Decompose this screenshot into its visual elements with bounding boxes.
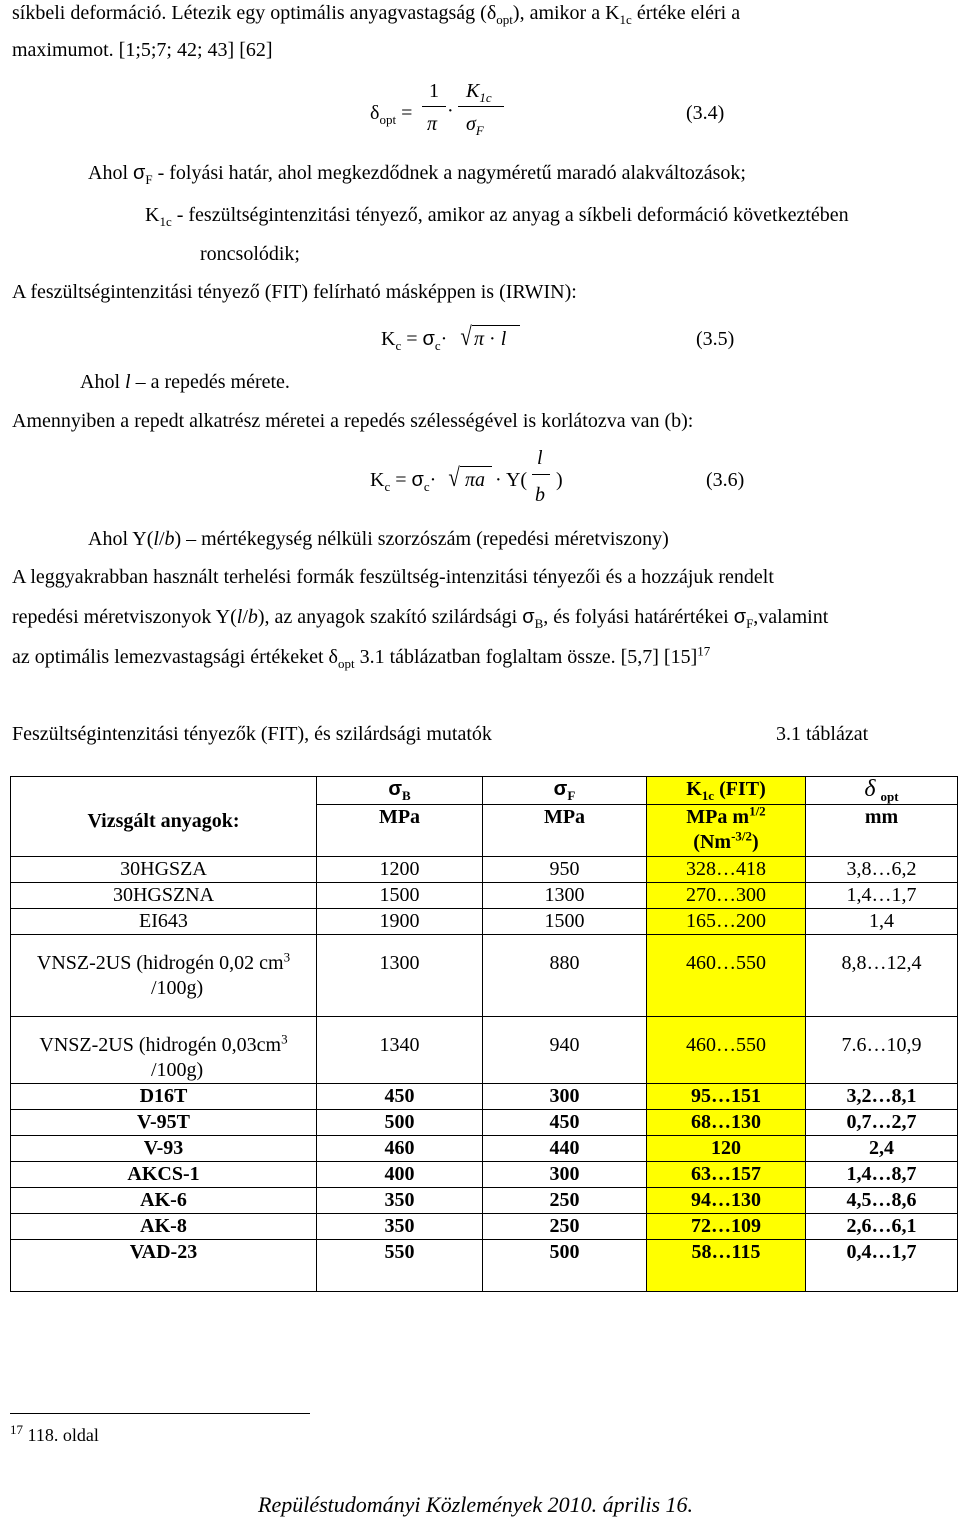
unit-sigma-f: MPa	[483, 805, 647, 857]
k1c-value: 120	[647, 1136, 806, 1162]
table-number: 3.1 táblázat	[776, 723, 869, 745]
y-factor-note: Ahol Y(l/b) – mértékegység nélküli szorzószám (repedési méretviszony)	[88, 528, 669, 550]
sigma-b-value: 1300	[317, 935, 483, 1017]
table-row	[11, 935, 958, 1017]
sigma-f-value: 440	[483, 1136, 647, 1162]
header-delta: δ $_{opt}$	[806, 777, 958, 805]
header-sigma-f: $\sigma_F$	[483, 777, 647, 805]
sigma-f-value: 250	[483, 1188, 647, 1214]
table-row	[11, 1188, 958, 1214]
material-name: VNSZ-2US (hidrogén $0,03cm^3$ /100g)	[11, 1017, 317, 1084]
material-name: AKCS-1	[11, 1162, 317, 1188]
material-name: V-93	[11, 1136, 317, 1162]
k1c-value: 460…550	[647, 935, 806, 1017]
sigma-b-value: 1500	[317, 883, 483, 909]
sigma-b-value: 400	[317, 1162, 483, 1188]
sigma-f-value: 300	[483, 1084, 647, 1110]
k1c-value: 68…130	[647, 1110, 806, 1136]
fit-strength-table	[10, 776, 958, 1292]
material-name: AK-8	[11, 1214, 317, 1240]
unit-sigma-b: MPa	[317, 805, 483, 857]
delta-value: 1,4…1,7	[806, 883, 958, 909]
table-row	[11, 1240, 958, 1292]
k1c-value: 95…151	[647, 1084, 806, 1110]
sigma-b-value: 500	[317, 1110, 483, 1136]
k1c-value: 58…115	[647, 1240, 806, 1292]
delta-value: 4,5…8,6	[806, 1188, 958, 1214]
running-footer: Repüléstudományi Közlemények 2010. április 16.	[258, 1492, 694, 1517]
sigma-f-value: 450	[483, 1110, 647, 1136]
width-constraint-intro: Amennyiben a repedt alkatrész méretei a repedés szélességével is korlátozva van (b):	[12, 410, 694, 432]
sigma-f-value: 250	[483, 1214, 647, 1240]
unit-delta: mm	[806, 805, 958, 857]
material-name: 30HGSZNA	[11, 883, 317, 909]
sigma-b-value: 550	[317, 1240, 483, 1292]
paragraph-line-3: az optimális lemezvastagsági értékeket $\delta_{opt}$ 3.1 táblázatban foglaltam össze. [5,7] $[15]^{17}$	[12, 643, 711, 671]
material-name: 30HGSZA	[11, 857, 317, 883]
table-header-row	[11, 777, 958, 805]
unit-k1c: MPa $m^{1/2}$ $(Nm^{-3/2})$	[647, 805, 806, 857]
sigma-f-value: 940	[483, 1017, 647, 1084]
footnote: $^{17}$ 118. oldal	[10, 1422, 99, 1445]
sigma-b-value: 350	[317, 1214, 483, 1240]
k1c-value: 165…200	[647, 909, 806, 935]
table-row	[11, 1084, 958, 1110]
delta-value: 7.6…10,9	[806, 1017, 958, 1084]
header-row-label: Vizsgált anyagok:	[11, 805, 317, 857]
material-name: D16T	[11, 1084, 317, 1110]
material-name: V-95T	[11, 1110, 317, 1136]
delta-value: 3,2…8,1	[806, 1084, 958, 1110]
footnote-divider	[10, 1413, 310, 1414]
header-k1c: $K_{1c}$ (FIT)	[647, 777, 806, 805]
table-row	[11, 883, 958, 909]
table-row	[11, 1162, 958, 1188]
fit-irwin-intro: A feszültségintenzitási tényező (FIT) felírható másképpen is (IRWIN):	[12, 281, 577, 303]
intro-line-2: maximumot. [1;5;7; 42; 43] [62]	[12, 39, 273, 61]
intro-line-1: síkbeli deformáció. Létezik egy optimális anyagvastagság $(\delta_{opt})$, amikor a $K_{1c}$ értéke eléri a	[12, 2, 741, 27]
table-row	[11, 909, 958, 935]
paragraph-line-1: A leggyakrabban használt terhelési formák feszültség-intenzitási tényezői és a hozzájuk rendelt	[12, 566, 774, 588]
paragraph-line-2: repedési méretviszonyok Y(l/b), az anyagok szakító szilárdsági $\sigma_B$, és folyási határértékei $\sigma_F,valamint$	[12, 606, 829, 631]
k1c-value: 328…418	[647, 857, 806, 883]
sigma-f-value: 300	[483, 1162, 647, 1188]
k1c-value: 72…109	[647, 1214, 806, 1240]
table-row	[11, 1110, 958, 1136]
delta-value: 1,4…8,7	[806, 1162, 958, 1188]
table-caption: Feszültségintenzitási tényezők (FIT), és szilárdsági mutatók	[12, 723, 492, 745]
k1c-value: 94…130	[647, 1188, 806, 1214]
k1c-value: 270…300	[647, 883, 806, 909]
material-name: VAD-23	[11, 1240, 317, 1292]
material-name: VNSZ-2US (hidrogén 0,02 $cm^3$ /100g)	[11, 935, 317, 1017]
material-name: AK-6	[11, 1188, 317, 1214]
delta-value: 2,4	[806, 1136, 958, 1162]
sigma-f-value: 880	[483, 935, 647, 1017]
delta-value: 2,6…6,1	[806, 1214, 958, 1240]
delta-value: 3,8…6,2	[806, 857, 958, 883]
k1c-value: 63…157	[647, 1162, 806, 1188]
sigma-f-value: 500	[483, 1240, 647, 1292]
sigma-b-value: 450	[317, 1084, 483, 1110]
delta-value: 8,8…12,4	[806, 935, 958, 1017]
table-row	[11, 1214, 958, 1240]
definition-k1c-cont: roncsolódik;	[200, 243, 300, 265]
delta-value: 0,4…1,7	[806, 1240, 958, 1292]
table-row	[11, 857, 958, 883]
table-row	[11, 1136, 958, 1162]
sigma-f-value: 1500	[483, 909, 647, 935]
material-name: EI643	[11, 909, 317, 935]
delta-value: 1,4	[806, 909, 958, 935]
header-sigma-b: $\sigma_B$	[317, 777, 483, 805]
sigma-b-value: 1900	[317, 909, 483, 935]
header-empty	[11, 777, 317, 805]
sigma-b-value: 460	[317, 1136, 483, 1162]
k1c-value: 460…550	[647, 1017, 806, 1084]
definition-sigma-f: Ahol $\sigma_F$ - folyási határ, ahol megkezdődnek a nagyméretű maradó alakváltozások;	[88, 162, 746, 187]
crack-size-note: Ahol l – a repedés mérete.	[80, 371, 290, 393]
sigma-f-value: 950	[483, 857, 647, 883]
definition-k1c: $K_{1c}$ - feszültségintenzitási tényező, amikor az anyag a síkbeli deformáció következtében	[145, 204, 849, 229]
sigma-b-value: 1200	[317, 857, 483, 883]
delta-value: 0,7…2,7	[806, 1110, 958, 1136]
sigma-b-value: 350	[317, 1188, 483, 1214]
sigma-f-value: 1300	[483, 883, 647, 909]
table-row	[11, 1017, 958, 1084]
sigma-b-value: 1340	[317, 1017, 483, 1084]
table-units-row	[11, 805, 958, 857]
